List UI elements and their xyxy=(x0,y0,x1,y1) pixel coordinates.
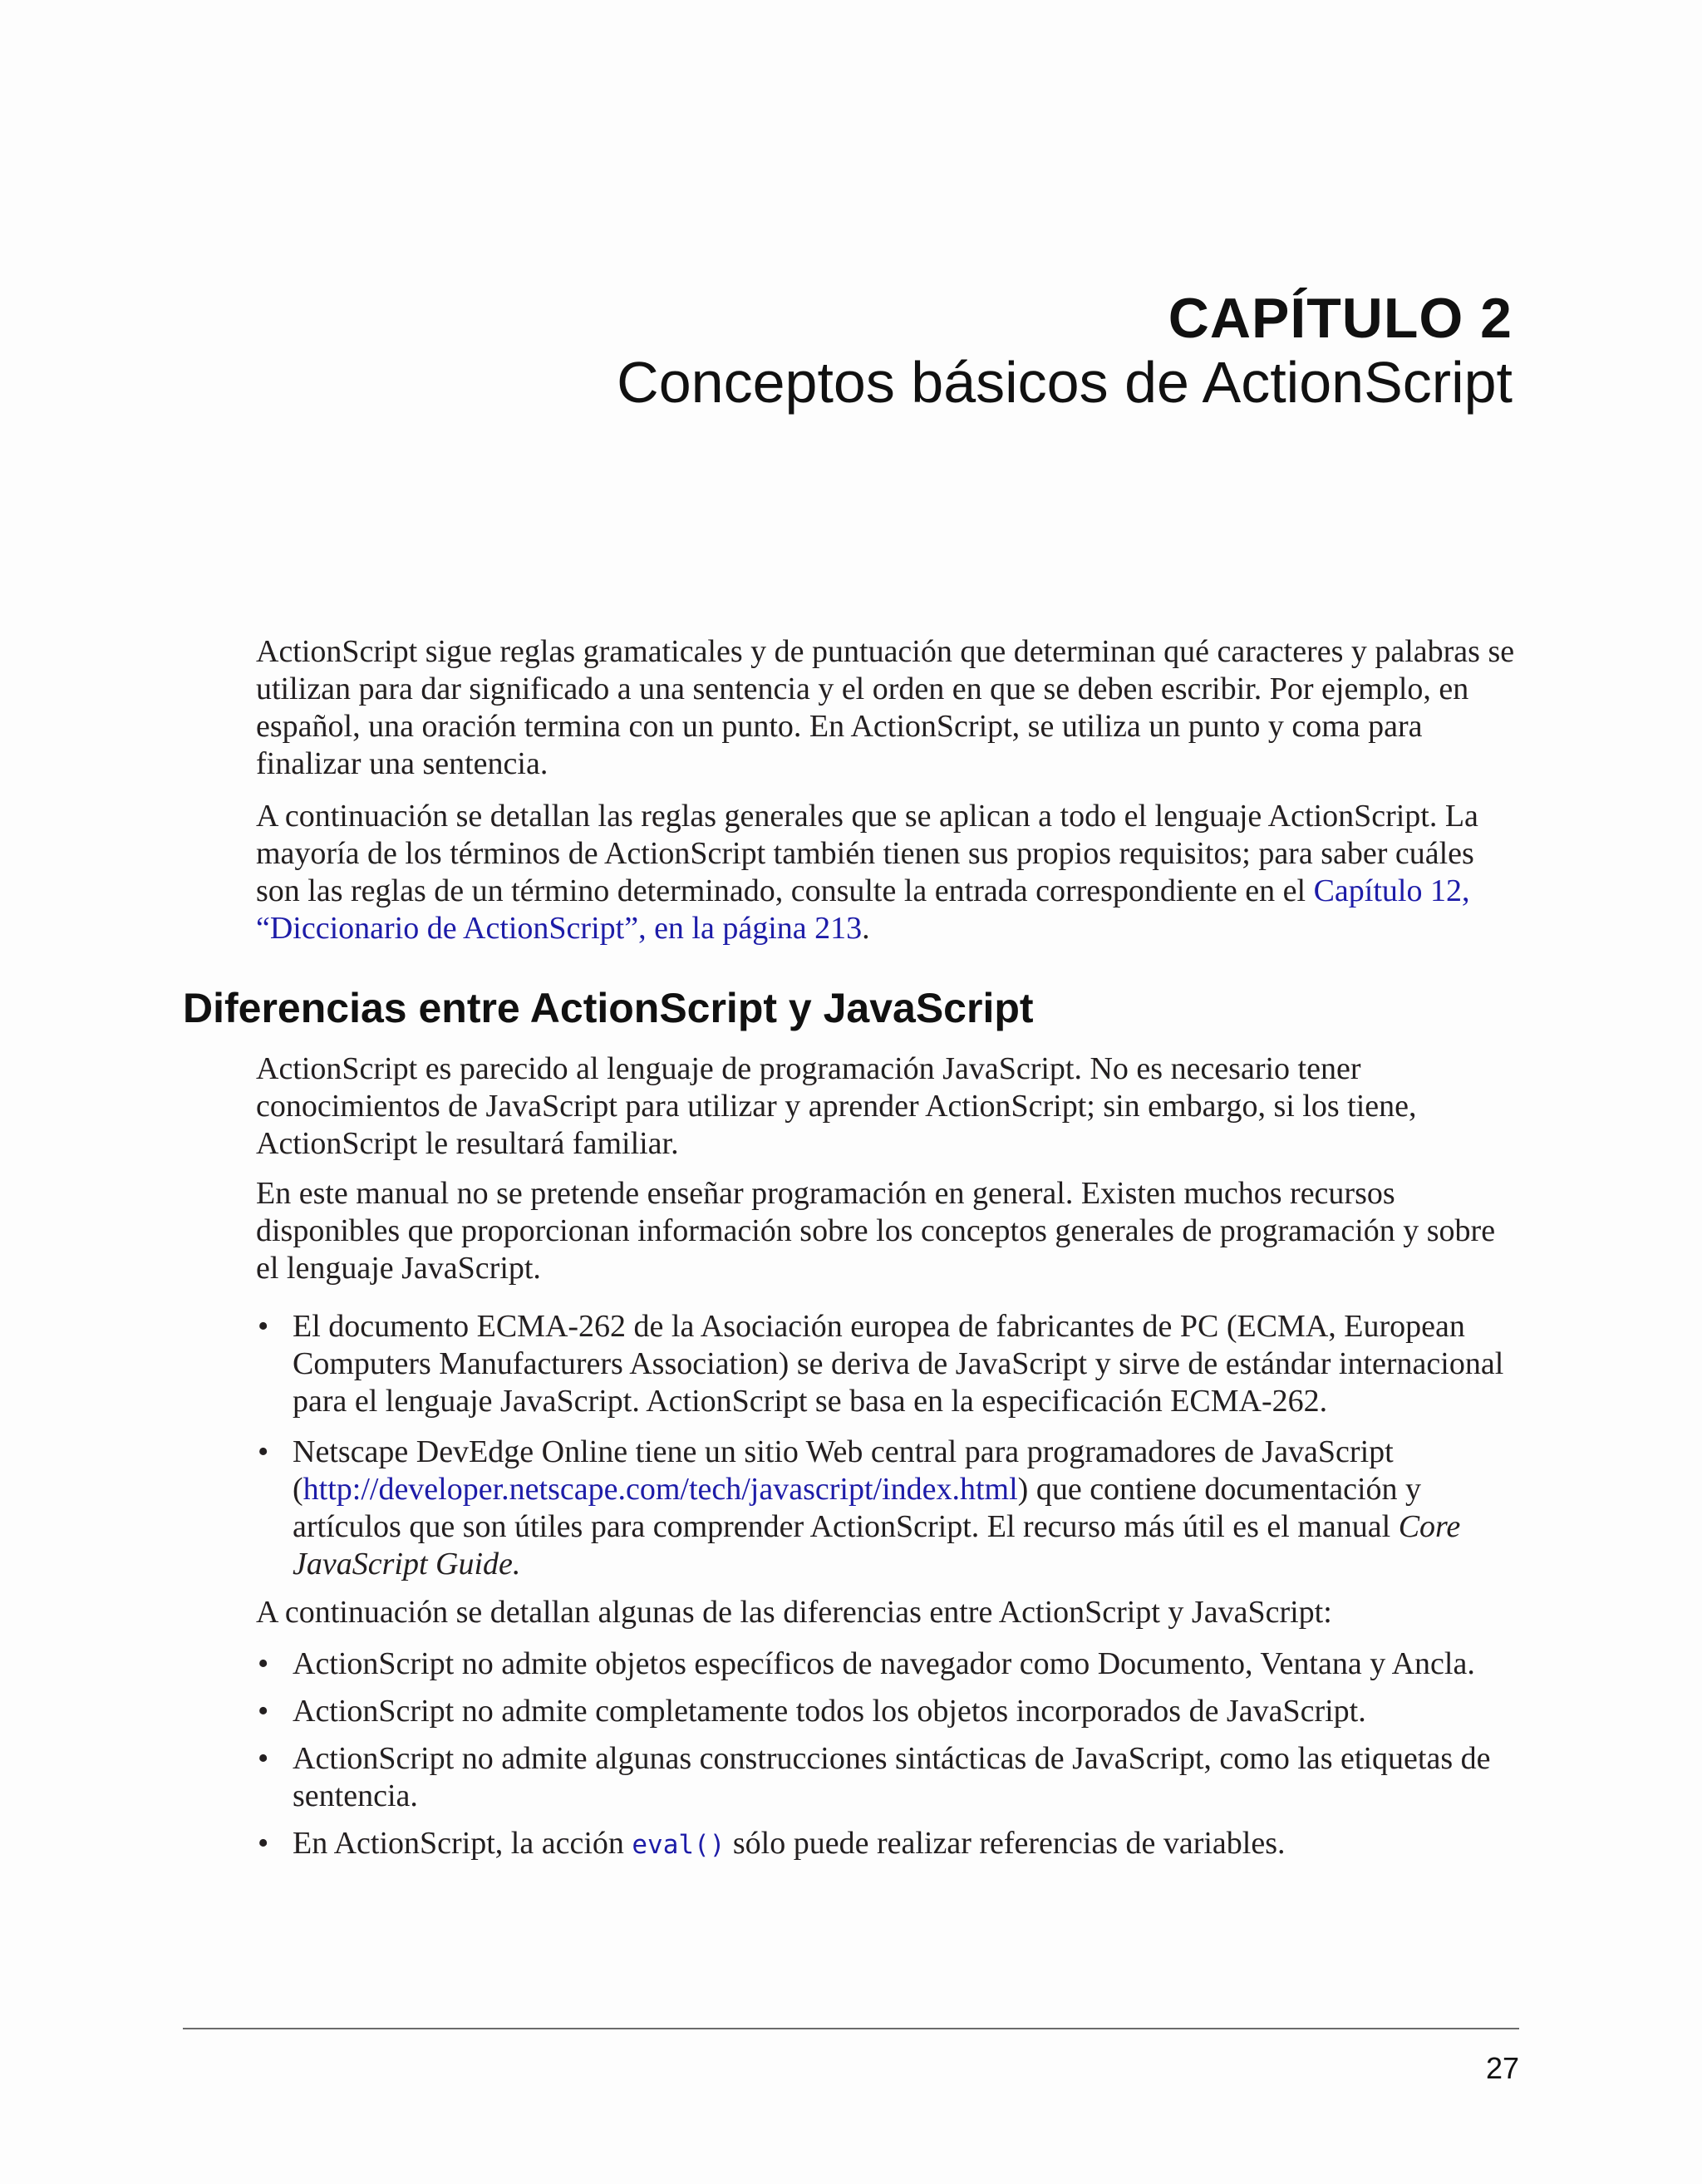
section-paragraph-1 xyxy=(256,1050,1519,1163)
intro-paragraph-2-text: A continuación se detallan las reglas generales que se aplican a todo el lenguaje ActionScript. La mayoría de los términos de ActionScript también tienen sus propios requisitos; para saber cuáles son las reglas de un término determinado, consulte la entrada correspondiente en el xyxy=(256,799,1478,908)
intro-paragraph-2-end: . xyxy=(862,911,870,946)
list-item-browser-objects-text: ActionScript no admite objetos específicos de navegador como Documento, Ventana y Ancla. xyxy=(293,1646,1475,1681)
section-paragraph-3-text: A continuación se detallan algunas de las diferencias entre ActionScript y JavaScript: xyxy=(256,1595,1332,1630)
bullet-icon: • xyxy=(258,1646,269,1681)
chapter-title: Conceptos básicos de ActionScript xyxy=(617,350,1513,415)
bullet-icon: • xyxy=(258,1741,269,1776)
list-item-builtin-objects xyxy=(256,1693,1519,1730)
section-paragraph-3 xyxy=(256,1594,1519,1631)
netscape-url-link[interactable]: http://developer.netscape.com/tech/javascript/index.html xyxy=(303,1472,1018,1507)
list-item-syntax-text: ActionScript no admite algunas construcciones sintácticas de JavaScript, como las etiquetas de sentencia. xyxy=(293,1741,1491,1813)
chapter-label: CAPÍTULO 2 xyxy=(1168,287,1513,350)
section-paragraph-1-text: ActionScript es parecido al lenguaje de programación JavaScript. No es necesario tener conocimientos de JavaScript para utilizar y aprender ActionScript; sin embargo, si los tiene, ActionScript le resultará familiar. xyxy=(256,1051,1417,1161)
chapter-12-link[interactable]: Capítulo 12, “Diccionario de ActionScript”, en la página 213 xyxy=(256,873,1470,946)
section-heading: Diferencias entre ActionScript y JavaScript xyxy=(183,985,1034,1031)
intro-paragraph-1-text: ActionScript sigue reglas gramaticales y de puntuación que determinan qué caracteres y palabras se utilizan para dar significado a una sentencia y el orden en que se deben escribir. Por ejemplo, en español, una oración termina con un punto. En ActionScript, se utiliza un punto y coma para finalizar una sentencia. xyxy=(256,634,1515,781)
resources-list xyxy=(256,1308,1519,1583)
differences-list xyxy=(256,1645,1519,1864)
list-item-browser-objects xyxy=(256,1645,1519,1683)
list-item-ecma-text: El documento ECMA-262 de la Asociación europea de fabricantes de PC (ECMA, European Computers Manufacturers Association) se deriva de JavaScript y sirve de estándar internacional para el lenguaje JavaScript. ActionScript se basa en la especificación ECMA-262. xyxy=(293,1309,1504,1419)
intro-paragraph-1 xyxy=(256,633,1519,783)
list-item-ecma xyxy=(256,1308,1519,1420)
list-item-syntax xyxy=(256,1740,1519,1815)
list-item-eval xyxy=(256,1825,1519,1864)
section-paragraph-2-text: En este manual no se pretende enseñar programación en general. Existen muchos recursos disponibles que proporcionan información sobre los conceptos generales de programación y sobre el lenguaje JavaScript. xyxy=(256,1176,1496,1286)
core-guide-title: Core JavaScript Guide. xyxy=(293,1509,1461,1581)
list-item-eval-text-2: sólo puede realizar referencias de variables. xyxy=(725,1826,1286,1861)
intro-paragraph-2 xyxy=(256,798,1519,947)
section-paragraph-2 xyxy=(256,1175,1519,1287)
bullet-icon: • xyxy=(258,1309,269,1344)
page-number: 27 xyxy=(1485,2051,1519,2085)
eval-code: eval() xyxy=(632,1830,726,1860)
list-item-netscape-text-2: ) que contiene documentación y artículos que son útiles para comprender ActionScript. El recurso más útil es el manual xyxy=(293,1472,1422,1544)
list-item-builtin-objects-text: ActionScript no admite completamente todos los objetos incorporados de JavaScript. xyxy=(293,1694,1366,1729)
bullet-icon: • xyxy=(258,1826,269,1861)
list-item-netscape xyxy=(256,1434,1519,1583)
list-item-netscape-text: Netscape DevEdge Online tiene un sitio Web central para programadores de JavaScript ( xyxy=(293,1434,1394,1507)
footer-divider xyxy=(183,2028,1519,2029)
bullet-icon: • xyxy=(258,1434,269,1469)
bullet-icon: • xyxy=(258,1694,269,1729)
list-item-eval-text: En ActionScript, la acción xyxy=(293,1826,632,1861)
